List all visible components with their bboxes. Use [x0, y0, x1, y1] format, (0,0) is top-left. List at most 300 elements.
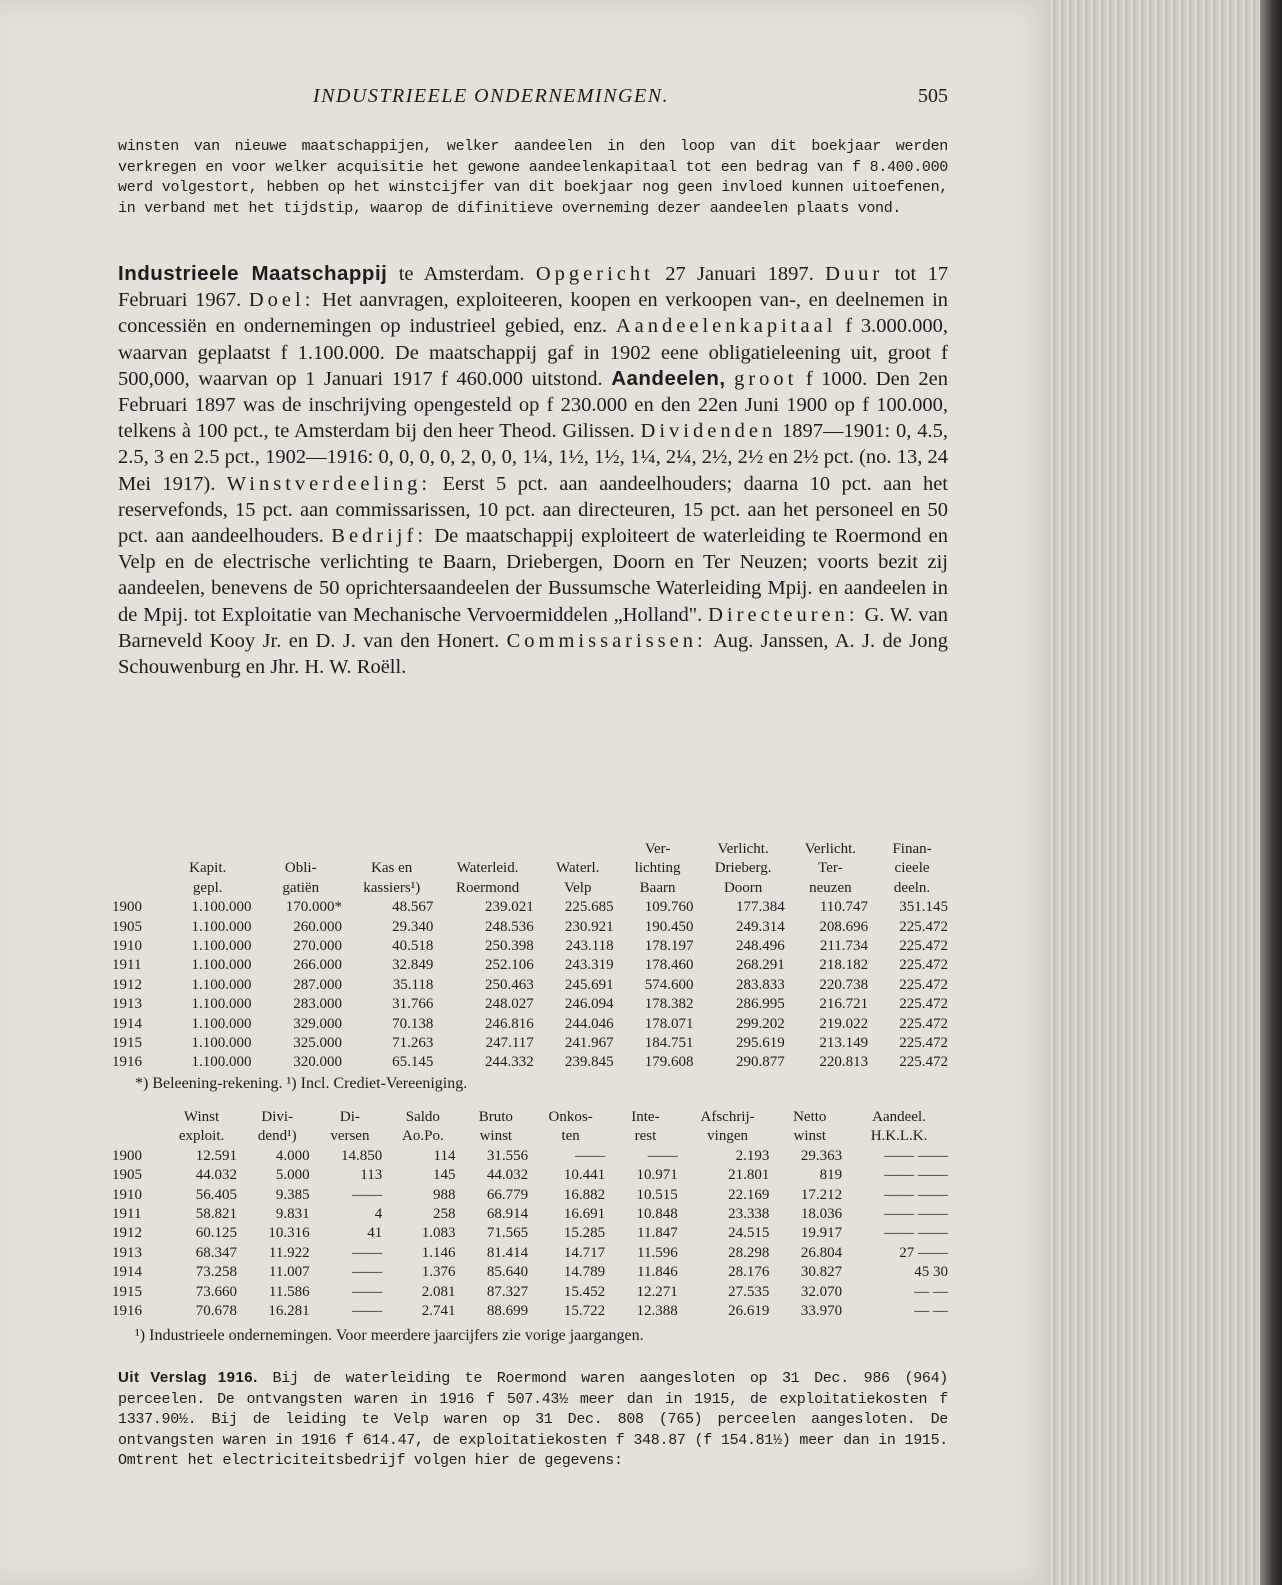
table-cell: 1.100.000 [191, 938, 252, 955]
year-cell: 1905 [112, 1167, 142, 1184]
table-cell: 70.678 [195, 1303, 237, 1320]
page-number: 505 [918, 85, 948, 107]
table-cell: 68.914 [486, 1206, 529, 1223]
table-cell: 10.515 [636, 1186, 678, 1203]
table-cell: 1.100.000 [191, 899, 252, 916]
column-header [437, 840, 537, 859]
table-cell: 9.831 [275, 1206, 310, 1223]
table-cell: 220.738 [819, 976, 869, 993]
table-cell: 290.877 [735, 1054, 785, 1071]
column-header: Divi- [261, 1109, 294, 1125]
kapitaal-label: Aandeelenkapitaal [615, 315, 837, 338]
company-entry [118, 261, 948, 680]
table-cell: 29.363 [800, 1147, 843, 1164]
table-cell: 241.967 [564, 1035, 614, 1052]
year-cell: 1911 [112, 1206, 142, 1223]
column-header: vingen [707, 1128, 748, 1145]
table-cell: 16.281 [268, 1303, 310, 1320]
table-cell: 109.760 [644, 899, 694, 916]
table-cell: 1.376 [421, 1264, 456, 1281]
table-row [112, 995, 952, 1014]
table-cell: 16.882 [563, 1186, 606, 1203]
table-cell: 225.472 [899, 1015, 948, 1032]
table-row [112, 1224, 952, 1243]
book-page-edges [1048, 0, 1282, 1585]
profit-table [112, 1108, 952, 1321]
table-row [112, 918, 952, 937]
table-cell: 178.197 [644, 938, 694, 955]
column-header [112, 879, 160, 898]
column-header [538, 840, 618, 859]
company-name: Industrieele Maatschappij [118, 262, 388, 285]
profit-table-footnote: ¹) Industrieele ondernemingen. Voor meerdere jaarcijfers zie vorige jaargangen. [135, 1327, 644, 1344]
table-cell: 244.046 [564, 1015, 614, 1032]
table-cell: 320.000 [293, 1054, 342, 1071]
column-header: Ver- [644, 841, 671, 857]
column-header: Saldo [405, 1109, 440, 1125]
page-header [118, 85, 948, 111]
table-cell: 225.472 [899, 1054, 948, 1071]
table-cell: 29.340 [392, 918, 434, 935]
table-cell: —— [352, 1283, 383, 1300]
table-cell: 250.398 [485, 938, 534, 955]
table-cell: 10.971 [636, 1167, 678, 1184]
verslag-label: Uit Verslag 1916. [118, 1369, 258, 1386]
table-cell: 283.833 [735, 976, 785, 993]
table-row [112, 976, 952, 995]
table-cell: 179.608 [644, 1054, 694, 1071]
table-cell: 40.518 [392, 938, 434, 955]
table-cell: 246.816 [485, 1015, 534, 1032]
table-cell: 299.202 [735, 1015, 785, 1032]
table-cell: 574.600 [644, 976, 694, 993]
commissarissen-label: Commissarissen: [506, 629, 707, 652]
table-cell: 245.691 [564, 976, 614, 993]
commissarissen-text: Aug. Janssen, A. J. de Jong Schouwenburg en Jhr. H. W. Roëll. [118, 629, 948, 679]
table-cell: 213.149 [819, 1035, 869, 1052]
table-cell: 71.263 [392, 1035, 434, 1052]
duur-text: tot 17 Februari 1967. [118, 263, 949, 312]
table-cell: 14.850 [340, 1147, 383, 1164]
table-cell: 145 [433, 1167, 456, 1184]
table-cell: 190.450 [644, 918, 694, 935]
year-cell: 1912 [112, 1225, 142, 1242]
table-cell: 9.385 [275, 1186, 310, 1203]
table-header-row [112, 859, 952, 878]
table-cell: 819 [819, 1167, 843, 1184]
column-header: Waterleid. [456, 860, 519, 877]
table-cell: 2.193 [735, 1147, 770, 1164]
column-header: Kapit. [189, 860, 227, 877]
table-cell: 266.000 [293, 957, 342, 974]
table-cell: 295.619 [735, 1035, 785, 1052]
table-cell: 60.125 [195, 1225, 237, 1242]
table-cell: 239.021 [485, 899, 534, 916]
table-cell: 247.117 [485, 1035, 534, 1052]
table-header-row [112, 1108, 952, 1127]
table-cell: 287.000 [293, 976, 342, 993]
table-cell: 1.100.000 [191, 1015, 252, 1032]
table-cell: 10.316 [268, 1225, 310, 1242]
table-cell: 71.565 [486, 1225, 529, 1242]
table-cell: 11.847 [637, 1225, 678, 1242]
table-cell: 230.921 [564, 918, 614, 935]
column-header [112, 859, 160, 878]
table-cell: 5.000 [275, 1167, 310, 1184]
table-cell: 66.779 [486, 1186, 529, 1203]
table-header-row [112, 840, 952, 859]
table-cell: —— [647, 1147, 678, 1164]
year-cell: 1915 [112, 1283, 142, 1300]
table-cell: 11.586 [268, 1283, 310, 1300]
table-cell: 110.747 [819, 899, 869, 916]
column-header: deeln. [893, 879, 931, 896]
table-cell: 26.804 [800, 1244, 843, 1261]
table-cell: 44.032 [195, 1167, 237, 1184]
year-cell: 1911 [112, 957, 142, 974]
table-cell: 211.734 [819, 938, 869, 955]
column-header [160, 840, 256, 859]
column-header: dend¹) [257, 1128, 297, 1145]
table-cell: 243.319 [564, 957, 614, 974]
column-header: Kas en [371, 860, 413, 877]
year-cell: 1915 [112, 1035, 142, 1052]
table-cell: 14.717 [563, 1244, 606, 1261]
column-header [256, 840, 346, 859]
table-row [112, 1186, 952, 1205]
column-header: Baarn [639, 879, 676, 896]
table-cell: 208.696 [819, 918, 869, 935]
column-header: gepl. [192, 879, 223, 896]
table-row [112, 1053, 952, 1072]
table-cell: 250.463 [485, 976, 534, 993]
year-cell: 1916 [112, 1303, 142, 1320]
column-header: Drieberg. [714, 860, 772, 877]
table-cell: 225.472 [899, 957, 948, 974]
table-cell: 88.699 [486, 1303, 529, 1320]
table-cell: —— [352, 1303, 383, 1320]
table-cell: —— [352, 1244, 383, 1261]
column-header: ten [561, 1128, 580, 1145]
year-cell: 1910 [112, 938, 142, 955]
table-cell: 4 [374, 1206, 383, 1223]
table-cell: —— [575, 1147, 606, 1164]
bedrijf-text: De maatschappij exploiteert de waterleiding te Roermond en Velp en de electrische verlichting te Baarn, Driebergen, Doorn en Ter Neuzen; voorts bezit zij aandeelen, benevens de 50 oprichtersaandeelen der Bussumsche Waterleiding Mpij. en aandeelen in de Mpij. tot Exploitatie van Mechanische Vervoermiddelen „Holland". [118, 525, 948, 626]
table-cell: 218.182 [819, 957, 869, 974]
table-row [112, 1147, 952, 1166]
table-row [112, 956, 952, 975]
directeuren-label: Directeuren: [708, 603, 859, 626]
table-cell: 73.660 [195, 1283, 237, 1300]
column-header: winst [793, 1128, 826, 1145]
column-header [112, 1108, 162, 1127]
table-cell: 114 [433, 1147, 456, 1164]
column-header: lichting [634, 860, 681, 877]
table-cell: 268.291 [735, 957, 785, 974]
table-cell: 41 [367, 1225, 383, 1242]
table-cell: 113 [360, 1167, 383, 1184]
table-row [112, 1302, 952, 1321]
year-cell: 1910 [112, 1186, 142, 1203]
column-header: Ter- [818, 860, 843, 877]
table-cell: 10.848 [636, 1206, 678, 1223]
table-cell: 225.472 [899, 996, 948, 1013]
table-row [112, 1244, 952, 1263]
table-row [112, 1283, 952, 1302]
table-cell: —— —— [884, 1167, 948, 1184]
table-cell: 30.827 [800, 1264, 843, 1281]
verslag-paragraph [118, 1368, 948, 1472]
column-header: Velp [563, 879, 592, 896]
table-cell: 325.000 [293, 1035, 342, 1052]
table-header-row [112, 879, 952, 898]
table-cell: 28.298 [728, 1244, 770, 1261]
column-header: Roermond [455, 879, 520, 896]
table-cell: 177.384 [735, 899, 785, 916]
table-cell: 225.472 [899, 918, 948, 935]
table-cell: 260.000 [293, 918, 342, 935]
running-title: INDUSTRIEELE ONDERNEMINGEN. [313, 85, 670, 107]
table-row [112, 1034, 952, 1053]
table-cell: 56.405 [195, 1186, 237, 1203]
table-cell: 15.722 [563, 1303, 606, 1320]
table-cell: 18.036 [800, 1206, 843, 1223]
table-cell: 184.751 [644, 1035, 694, 1052]
table-cell: 249.314 [735, 918, 785, 935]
balance-table-footnote: *) Beleening-rekening. ¹) Incl. Crediet-Vereeniging. [135, 1075, 468, 1092]
table-cell: 2.741 [421, 1303, 456, 1320]
table-cell: 12.591 [195, 1147, 237, 1164]
table-cell: 239.845 [564, 1054, 614, 1071]
opgericht-text: 27 Januari 1897. [665, 263, 814, 285]
table-cell: —— —— [884, 1147, 948, 1164]
column-header: Doorn [723, 879, 763, 896]
table-cell: 31.766 [392, 996, 434, 1013]
table-cell: 216.721 [819, 996, 869, 1013]
year-cell: 1913 [112, 996, 142, 1013]
table-cell: 70.138 [392, 1015, 434, 1032]
table-cell: 28.176 [728, 1264, 770, 1281]
table-cell: — — [914, 1303, 948, 1320]
table-row [112, 898, 952, 917]
table-cell: 329.000 [293, 1015, 342, 1032]
table-row [112, 937, 952, 956]
table-cell: 219.022 [819, 1015, 869, 1032]
column-header [112, 840, 160, 859]
table-cell: 252.106 [485, 957, 534, 974]
column-header: Winst [183, 1109, 220, 1125]
table-cell: 22.169 [728, 1186, 770, 1203]
column-header: Waterl. [556, 860, 600, 877]
table-cell: 1.100.000 [191, 976, 252, 993]
table-cell: 220.813 [819, 1054, 869, 1071]
balance-table [112, 840, 952, 1073]
table-cell: 19.917 [800, 1225, 843, 1242]
table-cell: 4.000 [275, 1147, 310, 1164]
opgericht-label: Opgericht [535, 263, 654, 285]
table-row [112, 1166, 952, 1185]
table-cell: 12.388 [636, 1303, 678, 1320]
dividenden-label: Dividenden [640, 420, 777, 443]
table-cell: 16.691 [563, 1206, 606, 1223]
table-cell: 73.258 [195, 1264, 237, 1281]
table-cell: 2.081 [421, 1283, 456, 1300]
table-cell: 1.100.000 [191, 1035, 252, 1052]
table-cell: —— —— [884, 1186, 948, 1203]
table-cell: 248.536 [485, 918, 534, 935]
table-cell: 286.995 [735, 996, 785, 1013]
table-cell: 17.212 [800, 1186, 843, 1203]
table-cell: 11.007 [268, 1264, 310, 1281]
table-cell: 1.083 [421, 1225, 456, 1242]
year-cell: 1914 [112, 1015, 142, 1032]
column-header: Inte- [631, 1109, 660, 1125]
doel-text: Het aanvragen, exploiteeren, koopen en verkoopen van-, en deelnemen in concessiën en ondernemingen op industrieel gebied, enz. [118, 289, 949, 338]
table-cell: 988 [433, 1186, 456, 1203]
table-cell: 258 [433, 1206, 456, 1223]
winstverdeeling-label: Winstverdeeling: [226, 472, 432, 495]
column-header: Bruto [478, 1109, 513, 1125]
table-cell: 87.327 [486, 1283, 529, 1300]
column-header: Finan- [892, 841, 932, 857]
winstverdeeling-text: Eerst 5 pct. aan aandeelhouders; daarna 10 pct. aan het reservefonds, 15 pct. aan commissarissen, 10 pct. aan directeuren, 15 pct. aan het personeel en 50 pct. aan aandeelhouders. [118, 472, 948, 548]
verslag-text: Bij de waterleiding te Roermond waren aangesloten op 31 Dec. 986 (964) perceelen. De ontvangsten waren in 1916 f 507.43½ meer dan in 1915, de exploitatiekosten f 1337.90½. Bij de leiding te Velp waren op 31 Dec. 808 (765) perceelen aangesloten. De ontvangsten waren in 1916 f 614.47, de exploitatiekosten f 348.87 (f 154.81½) meer dan in 1915. Omtrent het electriciteitsbedrijf volgen hier de gegevens: [118, 1370, 948, 1469]
column-header [346, 840, 437, 859]
table-cell: 270.000 [293, 938, 342, 955]
table-cell: 178.071 [644, 1015, 694, 1032]
table-cell: 246.094 [564, 996, 614, 1013]
column-header: Netto [793, 1109, 827, 1125]
table-cell: 1.100.000 [191, 996, 252, 1013]
column-header: Verlicht. [804, 841, 856, 857]
table-cell: 248.496 [735, 938, 785, 955]
aandeelen-text: f 1000. Den 2en Februari 1897 was de inschrijving opengesteld op f 230.000 en den 22en Juni 1900 op f 100.000, telkens à 100 pct., te Amsterdam bij den heer Theod. Gilissen. [118, 367, 949, 443]
table-cell: 48.567 [392, 899, 434, 916]
doel-label: Doel: [248, 289, 315, 312]
bedrijf-label: Bedrijf: [331, 525, 428, 548]
table-cell: 225.472 [899, 976, 948, 993]
table-cell: 14.789 [563, 1264, 606, 1281]
groot-label: groot [734, 367, 798, 390]
column-header: Aandeel. [872, 1109, 926, 1125]
table-cell: 65.145 [392, 1054, 434, 1071]
column-header: neuzen [809, 879, 852, 896]
year-cell: 1905 [112, 918, 142, 935]
dividenden-text: 1897—1901: 0, 4.5, 2.5, 3 en 2.5 pct., 1902—1916: 0, 0, 0, 0, 2, 0, 0, 1¼, 1½, 1½, 1¼, 2¼, 2½, 2½ en 2½ pct. (no. 13, 24 Mei 1917). [118, 420, 948, 495]
table-cell: 33.970 [800, 1303, 843, 1320]
table-cell: 81.414 [486, 1244, 529, 1261]
column-header: Di- [339, 1109, 360, 1125]
table-cell: 178.382 [644, 996, 694, 1013]
table-cell: 10.441 [563, 1167, 606, 1184]
table-cell: 1.146 [421, 1244, 456, 1261]
kapitaal-text: f 3.000.000, waarvan geplaatst f 1.100.000. De maatschappij gaf in 1902 eene obligatieleening uit, groot f 500,000, waarvan op 1 Januari 1917 f 460.000 uitstond. [118, 315, 949, 390]
duur-label: Duur [825, 263, 884, 285]
column-header: Verlicht. [717, 841, 769, 857]
table-cell: 225.472 [899, 1035, 948, 1052]
table-cell: 283.000 [293, 996, 342, 1013]
table-cell: 15.285 [563, 1225, 606, 1242]
column-header: exploit. [178, 1128, 225, 1145]
table-cell: 27.535 [728, 1283, 770, 1300]
table-cell: 12.271 [636, 1283, 678, 1300]
table-cell: 58.821 [195, 1206, 237, 1223]
table-cell: 351.145 [899, 899, 948, 916]
column-header: versen [330, 1128, 370, 1145]
year-cell: 1914 [112, 1264, 142, 1281]
aandeelen-label: Aandeelen, [611, 366, 726, 390]
table-cell: 85.640 [486, 1264, 529, 1281]
table-cell: 178.460 [644, 957, 694, 974]
company-location: te Amsterdam. [398, 263, 525, 285]
table-cell: 244.332 [485, 1054, 534, 1071]
table-cell: 225.472 [899, 938, 948, 955]
table-row [112, 1263, 952, 1282]
column-header: gatiën [282, 879, 320, 896]
intro-paragraph: winsten van nieuwe maatschappijen, welker aandeelen in den loop van dit boekjaar werden verkregen en voor welker acquisitie het gewone aandeelenkapitaal tot een bedrag van f 8.400.000 werd volgestort, hebben op het winstcijfer van dit boekjaar nog geen invloed kunnen uitoefenen, in verband met het tijdstip, waarop de difinitieve overneming dezer aandeelen plaats vond. [118, 138, 948, 217]
year-cell: 1912 [112, 976, 142, 993]
table-cell: 1.100.000 [191, 957, 252, 974]
year-cell: 1916 [112, 1054, 142, 1071]
table-cell: 170.000* [285, 899, 342, 916]
table-cell: 27 —— [899, 1244, 948, 1261]
column-header: Onkos- [548, 1109, 593, 1125]
column-header: H.K.L.K. [870, 1128, 928, 1145]
table-cell: 45 30 [914, 1264, 948, 1281]
table-cell: 11.922 [268, 1244, 310, 1261]
year-cell: 1900 [112, 1147, 142, 1164]
table-row [112, 1205, 952, 1224]
table-cell: 44.032 [486, 1167, 529, 1184]
table-cell: 35.118 [392, 976, 434, 993]
directeuren-text: G. W. van Barneveld Kooy Jr. en D. J. van den Honert. [118, 603, 949, 652]
year-cell: 1913 [112, 1244, 142, 1261]
column-header: Afschrij- [700, 1109, 755, 1125]
table-cell: 243.118 [565, 938, 614, 955]
table-cell: 32.070 [800, 1283, 843, 1300]
table-cell: 32.849 [392, 957, 434, 974]
table-cell: 1.100.000 [191, 918, 252, 935]
table-cell: 26.619 [728, 1303, 770, 1320]
table-cell: —— [352, 1264, 383, 1281]
table-cell: 248.027 [485, 996, 534, 1013]
table-cell: —— —— [884, 1225, 948, 1242]
table-cell: 15.452 [563, 1283, 606, 1300]
table-cell: 11.846 [637, 1264, 678, 1281]
column-header: rest [634, 1128, 657, 1145]
column-header: Ao.Po. [402, 1128, 444, 1145]
table-header-row [112, 1127, 952, 1146]
table-cell: 21.801 [728, 1167, 770, 1184]
column-header: Obli- [284, 860, 317, 877]
table-cell: 68.347 [195, 1244, 237, 1261]
column-header [112, 1127, 162, 1146]
table-cell: — — [914, 1283, 948, 1300]
column-header: winst [479, 1128, 513, 1145]
table-cell: 31.556 [486, 1147, 529, 1164]
column-header: cieele [894, 860, 930, 877]
year-cell: 1900 [112, 899, 142, 916]
table-cell: 11.596 [637, 1244, 678, 1261]
table-cell: —— [352, 1186, 383, 1203]
table-row [112, 1015, 952, 1034]
table-cell: 225.685 [564, 899, 614, 916]
table-cell: 24.515 [728, 1225, 770, 1242]
table-cell: 1.100.000 [191, 1054, 252, 1071]
table-cell: 23.338 [728, 1206, 770, 1223]
table-cell: —— —— [884, 1206, 948, 1223]
column-header: kassiers¹) [363, 879, 421, 896]
